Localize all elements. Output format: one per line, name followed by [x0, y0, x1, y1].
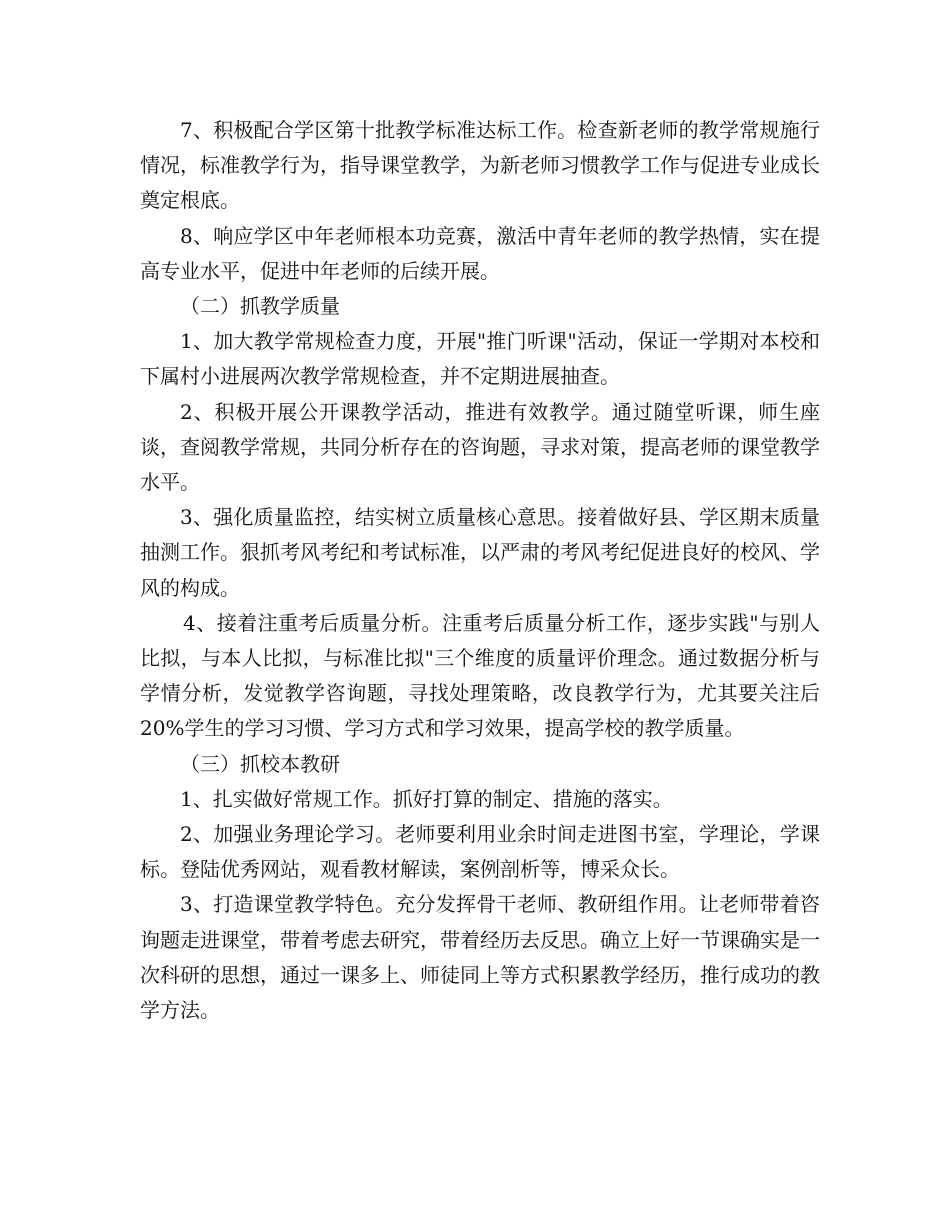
paragraph-quality-3: 3、强化质量监控，结实树立质量核心意思。接着做好县、学区期末质量抽测工作。狠抓考风考纪和考试标准，以严肃的考风考纪促进良好的校风、学风的构成。 — [140, 505, 820, 600]
section-heading-teaching-quality: （二）抓教学质量 — [180, 294, 340, 319]
paragraph-research-1: 1、扎实做好常规工作。抓好打算的制定、措施的落实。 — [180, 786, 673, 811]
paragraph-quality-4: 4、接着注重考后质量分析。注重考后质量分析工作，逐步实践"与别人比拟，与本人比拟，与标准比拟"三个维度的质量评价理念。通过数据分析与学情分析，发觉教学咨询题，寻找处理策略，改良教学行为，尤其要关注后20%学生的学习习惯、学习方式和学习效果，提高学校的教学质量。 — [140, 610, 820, 741]
document-page — [140, 113, 820, 1028]
paragraph-quality-2: 2、积极开展公开课教学活动，推进有效教学。通过随堂听课，师生座谈，查阅教学常规，共同分析存在的咨询题，寻求对策，提高老师的课堂教学水平。 — [140, 399, 820, 495]
paragraph-research-3: 3、打造课堂教学特色。充分发挥骨干老师、教研组作用。让老师带着咨询题走进课堂，带着考虑去研究，带着经历去反思。确立上好一节课确实是一次科研的思想，通过一课多上、师徒同上等方式积累教学经历，推行成功的教学方法。 — [140, 892, 820, 1023]
paragraph-item-8: 8、响应学区中年老师根本功竞赛，激活中青年老师的教学热情，实在提高专业水平，促进中年老师的后续开展。 — [140, 223, 820, 283]
paragraph-quality-1: 1、加大教学常规检查力度，开展"推门听课"活动，保证一学期对本校和下属村小进展两次教学常规检查，并不定期进展抽查。 — [140, 329, 820, 389]
paragraph-research-2: 2、加强业务理论学习。老师要利用业余时间走进图书室，学理论，学课标。登陆优秀网站，观看教材解读，案例剖析等，博采众长。 — [140, 822, 820, 882]
section-heading-school-research: （三）抓校本教研 — [180, 751, 340, 776]
paragraph-item-7: 7、积极配合学区第十批教学标准达标工作。检查新老师的教学常规施行情况，标准教学行为，指导课堂教学，为新老师习惯教学工作与促进专业成长奠定根底。 — [140, 118, 820, 213]
